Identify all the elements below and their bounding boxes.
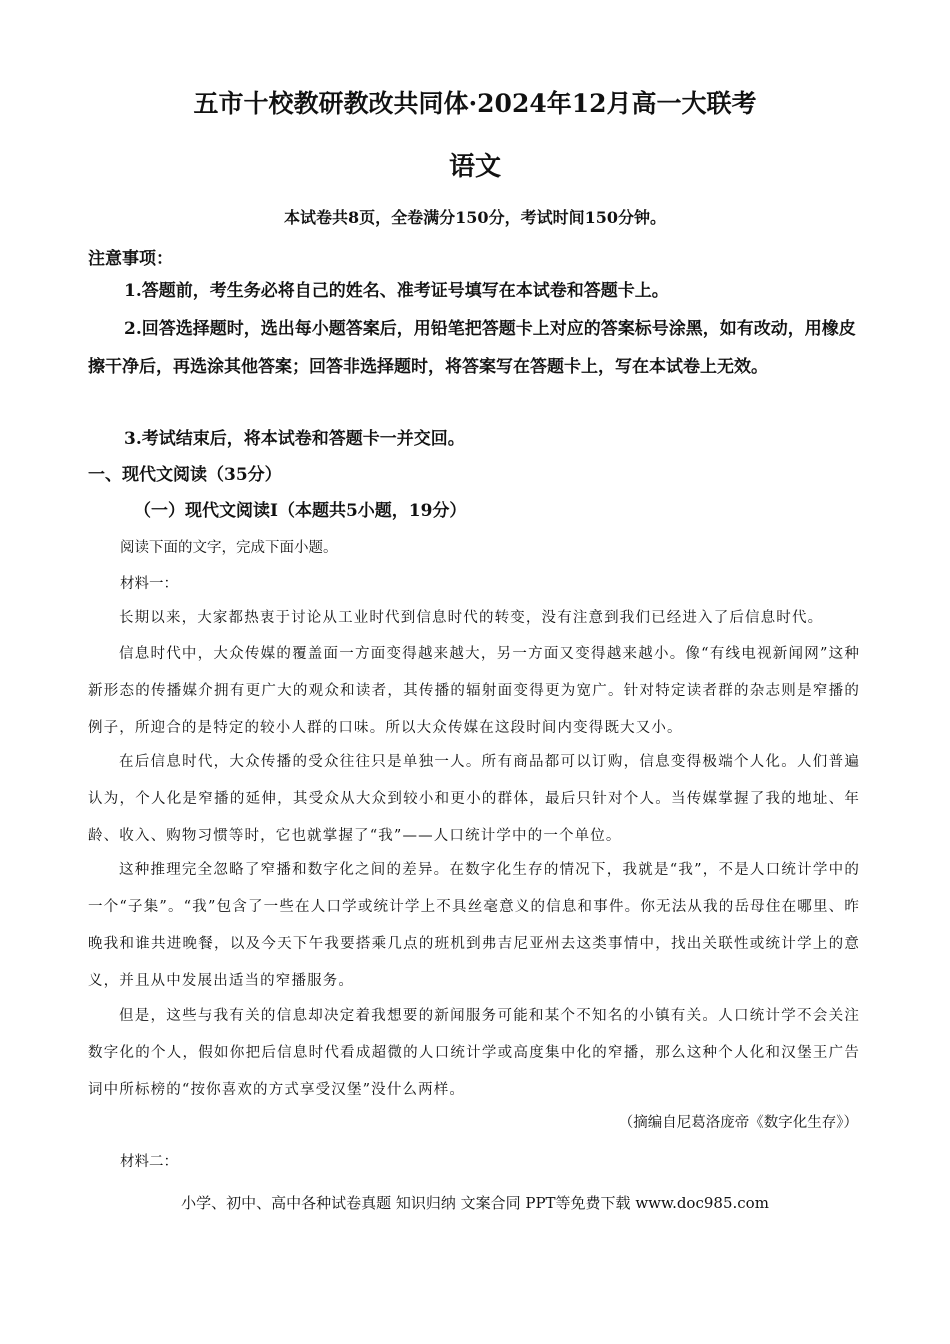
page-footer: 小学、初中、高中各种试卷真题 知识归纳 文案合同 PPT等免费下载 www.doc985.com (181, 1194, 769, 1212)
reading-instruction: 阅读下面的文字，完成下面小题。 (120, 540, 338, 556)
material-paragraph-1: 长期以来，大家都热衷于讨论从工业时代到信息时代的转变，没有注意到我们已经进入了后信息时代。 (119, 610, 824, 626)
material-paragraph-2: 信息时代中，大众传媒的覆盖面一方面变得越来越大，另一方面又变得越来越小。像“有线电视新闻网”这种新形态的传播媒介拥有更广大的观众和读者，其传播的辐射面变得更为宽广。针对特定读者群的杂志则是窄播的例子，所迎合的是特定的较小人群的口味。所以大众传媒在这段时间内变得既大又小。 (88, 646, 860, 736)
material-1-label: 材料一： (120, 576, 178, 592)
material-source: （摘编自尼葛洛庞帝《数字化生存》） (618, 1115, 858, 1131)
section-heading: 一、现代文阅读（35分） (88, 465, 282, 485)
material-paragraph-3: 在后信息时代，大众传播的受众往往只是单独一人。所有商品都可以订购，信息变得极端个人化。人们普遍认为，个人化是窄播的延伸，其受众从大众到较小和更小的群体，最后只针对个人。当传媒掌握了我的地址、年龄、收入、购物习惯等时，它也就掌握了“我”——人口统计学中的一个单位。 (88, 754, 860, 844)
material-paragraph-4: 这种推理完全忽略了窄播和数字化之间的差异。在数字化生存的情况下，我就是“我”，不是人口统计学中的一个“子集”。“我”包含了一些在人口学或统计学上不具丝毫意义的信息和事件。你无法从我的岳母住在哪里、昨晚我和谁共进晚餐，以及今天下午我要搭乘几点的班机到弗吉尼亚州去这类事情中，找出关联性或统计学上的意义，并且从中发展出适当的窄播服务。 (88, 862, 860, 989)
subject-title: 语文 (448, 152, 501, 182)
notice-item-1: 1.答题前，考生务必将自己的姓名、准考证号填写在本试卷和答题卡上。 (124, 281, 669, 301)
material-paragraph-5: 但是，这些与我有关的信息却决定着我想要的新闻服务可能和某个不知名的小镇有关。人口统计学不会关注数字化的个人，假如你把后信息时代看成超微的人口统计学或高度集中化的窄播，那么这种个人化和汉堡王广告词中所标榜的“按你喜欢的方式享受汉堡”没什么两样。 (88, 1008, 860, 1098)
subsection-heading: （一）现代文阅读Ⅰ（本题共5小题，19分） (134, 501, 467, 521)
notice-item-2: 2.回答选择题时，选出每小题答案后，用铅笔把答题卡上对应的答案标号涂黑，如有改动，用橡皮擦干净后，再选涂其他答案；回答非选择题时，将答案写在答题卡上，写在本试卷上无效。 (88, 319, 856, 377)
exam-title: 五市十校教研教改共同体·2024年12月高一大联考 (193, 89, 757, 118)
notice-heading: 注意事项： (88, 249, 173, 269)
exam-info: 本试卷共8页，全卷满分150分，考试时间150分钟。 (284, 208, 666, 227)
material-2-label: 材料二： (120, 1154, 178, 1170)
notice-item-3: 3.考试结束后，将本试卷和答题卡一并交回。 (124, 429, 465, 449)
